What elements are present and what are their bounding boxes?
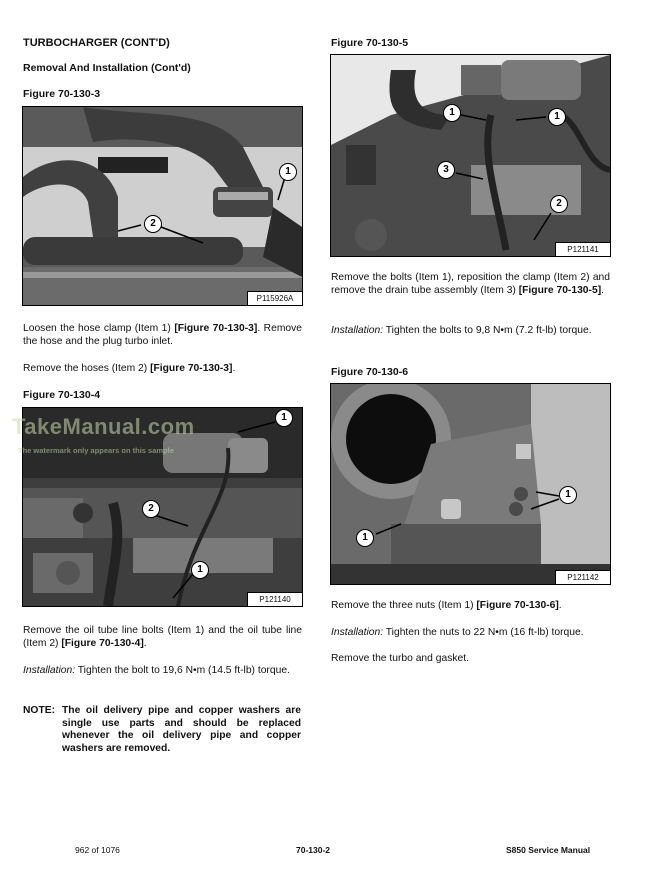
- figure-label-3: Figure 70-130-3: [23, 88, 101, 100]
- page-count: 962 of 1076: [75, 845, 120, 855]
- text: .: [232, 363, 236, 374]
- watermark-subtext: The watermark only appears on this sample: [18, 446, 174, 455]
- instruction-remove-hoses: [23, 363, 302, 376]
- figure-70-130-5-photo: [330, 54, 611, 257]
- callout-3: 3: [437, 161, 455, 179]
- instruction-remove-three-nuts: [331, 600, 610, 613]
- figure-caption-code: P121142: [555, 570, 610, 584]
- callout-1: 1: [191, 561, 209, 579]
- figure-reference: [Figure 70-130-3]: [150, 363, 233, 374]
- engine-drain-tube-photo: [331, 55, 610, 256]
- installation-label: Installation:: [331, 325, 384, 336]
- note-block: [23, 705, 302, 757]
- text: Tighten the bolts to 9,8 N•m (7.2 ft-lb) torque.: [383, 325, 592, 336]
- figure-reference: [Figure 70-130-3]: [174, 323, 258, 334]
- callout-1: 1: [559, 486, 577, 504]
- figure-caption-code: P115926A: [247, 291, 302, 305]
- text: .: [601, 284, 604, 296]
- installation-label: Installation:: [23, 665, 76, 676]
- text: Loosen the hose clamp (Item 1): [23, 323, 175, 334]
- watermark: TakeManual.com: [12, 414, 195, 439]
- note-text: The oil delivery pipe and copper washers are single use parts and should be replaced whenever the oil delivery pipe and copper washers are removed.: [62, 705, 301, 754]
- figure-70-130-3-photo: [22, 106, 303, 306]
- text: Tighten the nuts to 22 N•m (16 ft-lb) torque.: [383, 627, 584, 638]
- installation-bolts-torque: [331, 325, 610, 338]
- callout-2: 2: [142, 500, 160, 518]
- figure-caption-code: P121141: [555, 242, 610, 256]
- callout-1: 1: [275, 409, 293, 427]
- installation-nuts-torque: [331, 627, 610, 640]
- callout-2: 2: [550, 195, 568, 213]
- instruction-remove-turbo-gasket: Remove the turbo and gasket.: [331, 653, 469, 664]
- callout-2: 2: [144, 215, 162, 233]
- text: .: [143, 637, 147, 649]
- figure-reference: [Figure 70-130-4]: [61, 637, 144, 649]
- turbo-nuts-photo: [331, 384, 610, 584]
- installation-bolt-torque: [23, 665, 302, 678]
- section-title: TURBOCHARGER (CONT'D): [23, 37, 170, 49]
- callout-1: 1: [443, 104, 461, 122]
- text: Remove the three nuts (Item 1): [331, 600, 477, 611]
- figure-70-130-6-photo: [330, 383, 611, 585]
- instruction-remove-oil-tube: [23, 625, 302, 650]
- manual-title: S850 Service Manual: [506, 845, 591, 855]
- text: .: [558, 600, 562, 611]
- figure-reference: [Figure 70-130-5]: [518, 284, 602, 296]
- installation-label: Installation:: [331, 627, 384, 638]
- callout-1: 1: [356, 529, 374, 547]
- text: Remove the hoses (Item 2): [23, 363, 151, 374]
- figure-label-5: Figure 70-130-5: [331, 37, 409, 49]
- instruction-loosen-hose-clamp: [23, 323, 302, 348]
- callout-1: 1: [548, 108, 566, 126]
- subsection-title: Removal And Installation (Cont'd): [23, 62, 191, 74]
- figure-label-4: Figure 70-130-4: [23, 389, 101, 401]
- callout-1: 1: [279, 163, 297, 181]
- figure-label-6: Figure 70-130-6: [331, 366, 409, 378]
- instruction-remove-bolts-drain-tube: [331, 272, 610, 297]
- note-label: NOTE:: [23, 705, 56, 716]
- engine-hose-photo: [23, 107, 302, 305]
- text: . Remove the hose and the plug turbo inlet.: [23, 323, 302, 347]
- text: Tighten the bolt to 19,6 N•m (14.5 ft-lb) torque.: [75, 665, 290, 676]
- page-number: 70-130-2: [296, 845, 331, 855]
- text: Remove the bolts (Item 1), reposition the clamp (Item 2) and remove the drain tube assembly (Item 3): [331, 272, 610, 296]
- text: Remove the oil tube line bolts (Item 1) and the oil tube line (Item 2): [23, 625, 302, 649]
- figure-caption-code: P121140: [247, 592, 302, 606]
- figure-reference: [Figure 70-130-6]: [476, 600, 559, 611]
